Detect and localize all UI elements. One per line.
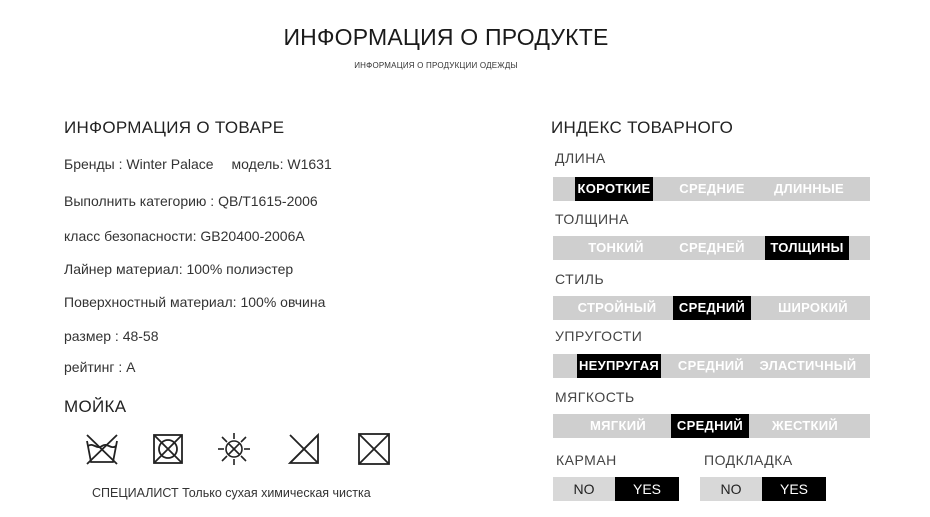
page-title: ИНФОРМАЦИЯ О ПРОДУКТЕ — [283, 24, 609, 50]
pocket-no-option: NO — [573, 481, 595, 497]
surface-material-text: Поверхностный материал: 100% овчина — [64, 294, 326, 310]
product-info-title: ИНФОРМАЦИЯ О ТОВАРЕ — [64, 118, 285, 137]
softness-scale — [553, 414, 870, 438]
safety-class-text: класс безопасности: GB20400-2006A — [64, 228, 305, 244]
size-text: размер : 48-58 — [64, 328, 159, 344]
rating-text: рейтинг : A — [64, 359, 136, 375]
model-text: модель: W1631 — [231, 156, 332, 172]
pocket-yes-option: YES — [615, 477, 679, 501]
liner-material-text: Лайнер материал: 100% полиэстер — [64, 261, 294, 277]
elasticity-option-medium: СРЕДНИЙ — [677, 358, 745, 373]
thickness-option-medium: СРЕДНЕЙ — [679, 240, 745, 255]
washing-title: МОЙКА — [64, 397, 127, 416]
elasticity-option-elastic: ЭЛАСТИЧНЫЙ — [759, 358, 857, 373]
softness-option-hard: ЖЕСТКИЙ — [771, 418, 839, 433]
elasticity-label: УПРУГОСТИ — [555, 328, 643, 344]
length-option-long: ДЛИННЫЕ — [773, 181, 844, 196]
brand-text: Бренды : Winter Palace — [64, 156, 214, 172]
elasticity-option-inelastic: НЕУПРУГАЯ — [577, 354, 661, 378]
pocket-toggle — [553, 477, 679, 501]
elasticity-scale — [553, 354, 870, 378]
thickness-scale — [553, 236, 870, 260]
length-scale — [553, 177, 870, 201]
lining-no-option: NO — [720, 481, 742, 497]
thickness-option-thin: ТОНКИЙ — [588, 240, 644, 255]
do-not-wash-icon — [85, 432, 119, 466]
do-not-tumble-dry-icon — [151, 432, 185, 466]
lining-toggle — [700, 477, 826, 501]
page-subtitle: ИНФОРМАЦИЯ О ПРОДУКЦИИ ОДЕЖДЫ — [354, 61, 518, 70]
do-not-dry-icon — [357, 432, 391, 466]
thickness-option-thick: ТОЛЩИНЫ — [765, 236, 849, 260]
brand-model-line — [64, 156, 332, 172]
thickness-label: ТОЛЩИНА — [555, 211, 629, 227]
softness-option-soft: МЯГКИЙ — [590, 418, 646, 433]
pocket-label: КАРМАН — [556, 452, 617, 468]
style-option-slim: СТРОЙНЫЙ — [577, 300, 657, 315]
length-label: ДЛИНА — [555, 150, 606, 166]
softness-option-medium: СРЕДНИЙ — [671, 414, 749, 438]
softness-label: МЯГКОСТЬ — [555, 389, 635, 405]
length-option-medium: СРЕДНИЕ — [679, 181, 745, 196]
lining-yes-option: YES — [762, 477, 826, 501]
style-option-medium: СРЕДНИЙ — [673, 296, 751, 320]
lining-label: ПОДКЛАДКА — [704, 452, 793, 468]
care-note: СПЕЦИАЛИСТ Только сухая химическая чистка — [92, 486, 371, 500]
do-not-iron-icon — [217, 432, 251, 466]
style-option-wide: ШИРОКИЙ — [778, 300, 848, 315]
index-title: ИНДЕКС ТОВАРНОГО — [551, 118, 734, 137]
category-text: Выполнить категорию : QB/T1615-2006 — [64, 193, 318, 209]
style-label: СТИЛЬ — [555, 271, 605, 287]
style-scale — [553, 296, 870, 320]
do-not-bleach-icon — [287, 432, 321, 466]
length-option-short: КОРОТКИЕ — [575, 177, 653, 201]
